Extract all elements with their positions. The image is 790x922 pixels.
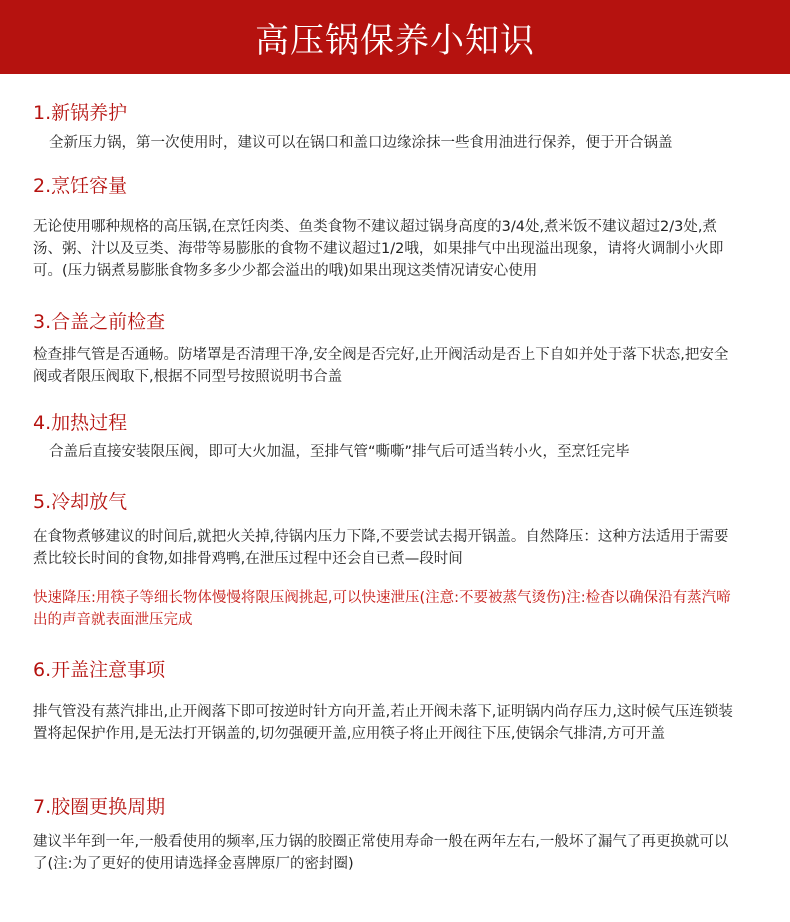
section-heading-pre-close-check: 3.合盖之前检查: [33, 311, 166, 333]
section-text-quick-release-warning: 快速降压:用筷子等细长物体慢慢将限压阀挑起,可以快速泄压(注意:不要被蒸气烫伤)注:检杳以确保沿有蒸汽啼出的声音就表面泄压完成: [33, 590, 731, 628]
section-heading-cooking-capacity: 2.烹饪容量: [33, 175, 128, 197]
title-banner: [0, 0, 790, 74]
section-text-natural-release: 在食物煮够建议的时间后,就把火关掉,待锅内压力下降,不要尝试去揭开锅盖。自然降压：这种方法适用于需要煮比较长时间的食物,如排骨鸡鸭,在泄压过程中还会自已煮—段时间: [33, 529, 729, 567]
page-title: 高压锅保养小知识: [255, 20, 535, 61]
section-text-opening-notes: 排气管没有蒸汽排出,止开阀落下即可按逆时针方向开盖,若止开阀未落下,证明锅内尚存压力,这时候气压连锁装置将起保护作用,是无法打开锅盖的,切勿强硬开盖,应用筷子将止开阀往下压,使锅余气排清,方可开盖: [33, 704, 733, 742]
section-text-heating: 合盖后直接安装限压阀，即可大火加温，至排气管“嘶嘶”排气后可适当转小火，至烹饪完毕: [49, 444, 630, 460]
section-text-pre-close-check: 检查排气管是否通畅。防堵罩是否清理干净,安全阀是否完好,止开阀活动是否上下自如并处于落下状态,把安全阀或者限压阀取下,根据不同型号按照说明书合盖: [33, 347, 729, 385]
section-text-cooking-capacity: 无论使用哪种规格的高压锅,在烹饪肉类、鱼类食物不建议超过锅身高度的3/4处,煮米饭不建议超过2/3处,煮汤、粥、汁以及豆类、海带等易膨胀的食物不建议超过1/2哦，如果排气中出现溢出现象，请将火调制小火即可。(压力锅煮易膨胀食物多多少少都会溢出的哦)如果出现这类情况请安心使用: [33, 219, 724, 279]
section-heading-gasket-replacement: 7.胶圈更换周期: [33, 796, 166, 818]
section-heading-heating: 4.加热过程: [33, 412, 128, 434]
section-text-new-pot-care: 全新压力锅，第一次使用时，建议可以在锅口和盖口边缘涂抹一些食用油进行保养，便于开合锅盖: [49, 135, 673, 151]
section-heading-opening-notes: 6.开盖注意事项: [33, 659, 166, 681]
section-text-gasket-replacement: 建议半年到一年,一般看使用的频率,压力锅的胶圈正常使用寿命一般在两年左右,一般坏了漏气了再更换就可以了(注:为了更好的使用请选择金喜牌原厂的密封圈): [33, 834, 729, 872]
section-heading-new-pot-care: 1.新锅养护: [33, 102, 128, 124]
section-heading-cooling-release: 5.冷却放气: [33, 491, 128, 513]
